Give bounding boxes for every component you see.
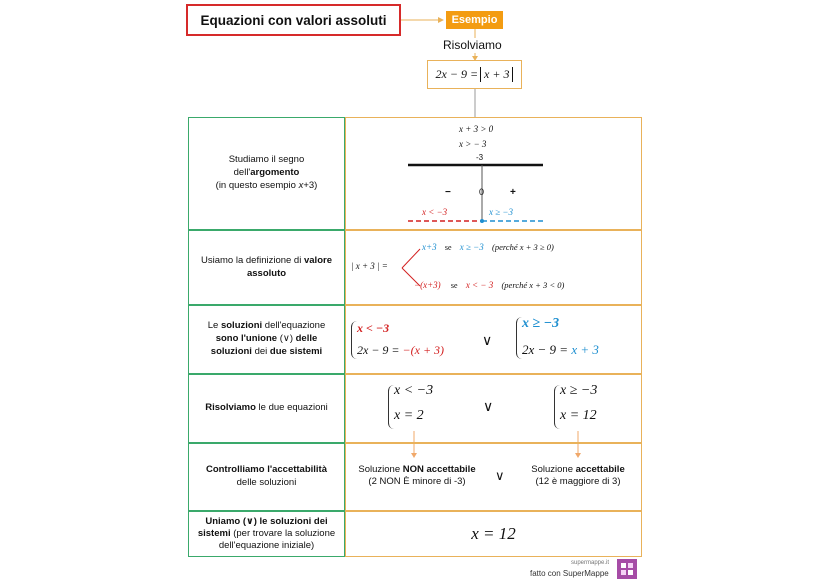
final-solution: x = 12 [471,524,516,543]
row5-text-b: delle soluzioni [236,477,297,488]
row3-text-f: delle [295,333,318,345]
row-definition-label [188,230,345,305]
solved2-line1: x ≥ −3 [560,383,598,398]
row-check-content [345,443,642,511]
sys1-line1: x < −3 [357,321,390,335]
row1-text-c: argomento [250,167,300,179]
row4-text-b: le due equazioni [255,402,328,414]
row-solve-content [345,374,642,443]
row-final-content [345,511,642,557]
row1-text-a: Studiamo il segno [228,154,305,166]
row3-text-e: (∨) [277,333,296,345]
supermappe-logo-icon [617,559,637,579]
row5-text-a: Controlliamo l'accettabilità [205,464,328,476]
equation-lhs: 2x − 9 = [435,67,479,81]
sys1-line2-a: 2x − 9 = [357,343,403,357]
equation-abs [480,67,513,82]
page-title: Equazioni con valori assoluti [200,12,387,28]
solved1-line2: x = 2 [394,408,424,423]
row3-text-g: soluzioni [210,345,252,357]
row1-text-f: +3) [303,179,318,191]
row-systems-content [345,305,642,374]
def-case-1 [422,242,554,252]
sign-ineq-1: x + 3 > 0 [459,124,494,134]
row1-text-e: x [298,179,304,191]
or-symbol-systems: ∨ [482,332,493,348]
equation-box [427,60,522,89]
sys2-line2 [522,342,599,358]
sys2-line1: x ≥ −3 [522,316,560,331]
solved1-line1: x < −3 [394,383,434,398]
footer-made-with: fatto con SuperMappe [530,569,609,578]
or-symbol-solved: ∨ [483,398,494,414]
row-solve-label [188,374,345,443]
check-left [350,464,484,489]
row4-text-a: Risolviamo [205,402,256,414]
row2-text-b: valore assoluto [246,254,332,279]
example-badge [446,11,503,29]
check-right-c: (12 è maggiore di 3) [535,476,621,488]
row6-text-b: (per trovare la soluzione dell'equazione iniziale) [218,528,336,551]
solved2-line2: x = 12 [560,408,597,423]
def-case2-expr: −(x+3) [414,280,441,290]
def-case-2 [414,280,564,290]
row1-text-b: dell' [233,167,251,179]
sign-minus: − [445,187,451,198]
check-left-b: NON accettabile [402,464,476,475]
footer-site: supermappe.it [571,560,610,566]
row-definition-content [345,230,642,305]
row-sign-content [345,117,642,230]
check-right [518,464,638,489]
check-right-a: Soluzione [531,464,576,475]
row-sign-label [188,117,345,230]
sys2-line2-b: x + 3 [571,342,599,357]
sys1-line2 [357,343,444,358]
sign-right-region: x ≥ −3 [489,207,514,217]
row-check-label [188,443,345,511]
sys2-line2-a: 2x − 9 = [522,342,572,357]
check-right-b: accettabile [575,464,625,475]
row3-text-a: Le [207,320,221,332]
def-case2-why: (perché x + 3 < 0) [501,280,565,290]
or-symbol-check: ∨ [495,468,505,483]
row3-text-d: sono l'unione [215,333,278,345]
def-case2-cond: x < − 3 [465,280,494,290]
check-left-a: Soluzione [358,464,403,475]
equation-rhs: x + 3 [484,67,510,81]
row-systems-label [188,305,345,374]
def-case2-se: se [450,281,458,290]
def-case1-cond: x ≥ −3 [459,242,484,252]
def-case1-why: (perché x + 3 ≥ 0) [492,242,554,252]
row1-text-d: (in questo esempio [215,179,299,191]
row3-text-i: due sistemi [269,345,323,357]
sys1-line2-b: −(x + 3) [402,343,445,357]
check-left-c: (2 NON È minore di -3) [368,476,466,488]
row3-text-b: soluzioni [220,320,263,332]
row3-text-c: dell'equazione [262,320,326,332]
sign-ineq-2: x > − 3 [459,139,487,149]
def-abs-lhs: | x + 3 | = [351,261,388,271]
row3-text-h: dei [251,345,270,357]
solve-label: Risolviamo [443,38,502,52]
sign-tick-label: -3 [476,153,484,162]
row2-text-a: Usiamo la definizione di [201,254,304,266]
sign-left-region: x < −3 [422,207,448,217]
def-case1-expr: x+3 [422,242,437,252]
sign-plus: + [510,187,516,198]
row6-text-a: Uniamo (∨) le soluzioni dei sistemi [197,516,328,540]
def-case1-se: se [444,243,452,252]
row-final-label [188,511,345,557]
example-badge-label: Esempio [451,14,498,26]
sign-zero: 0 [479,187,485,197]
